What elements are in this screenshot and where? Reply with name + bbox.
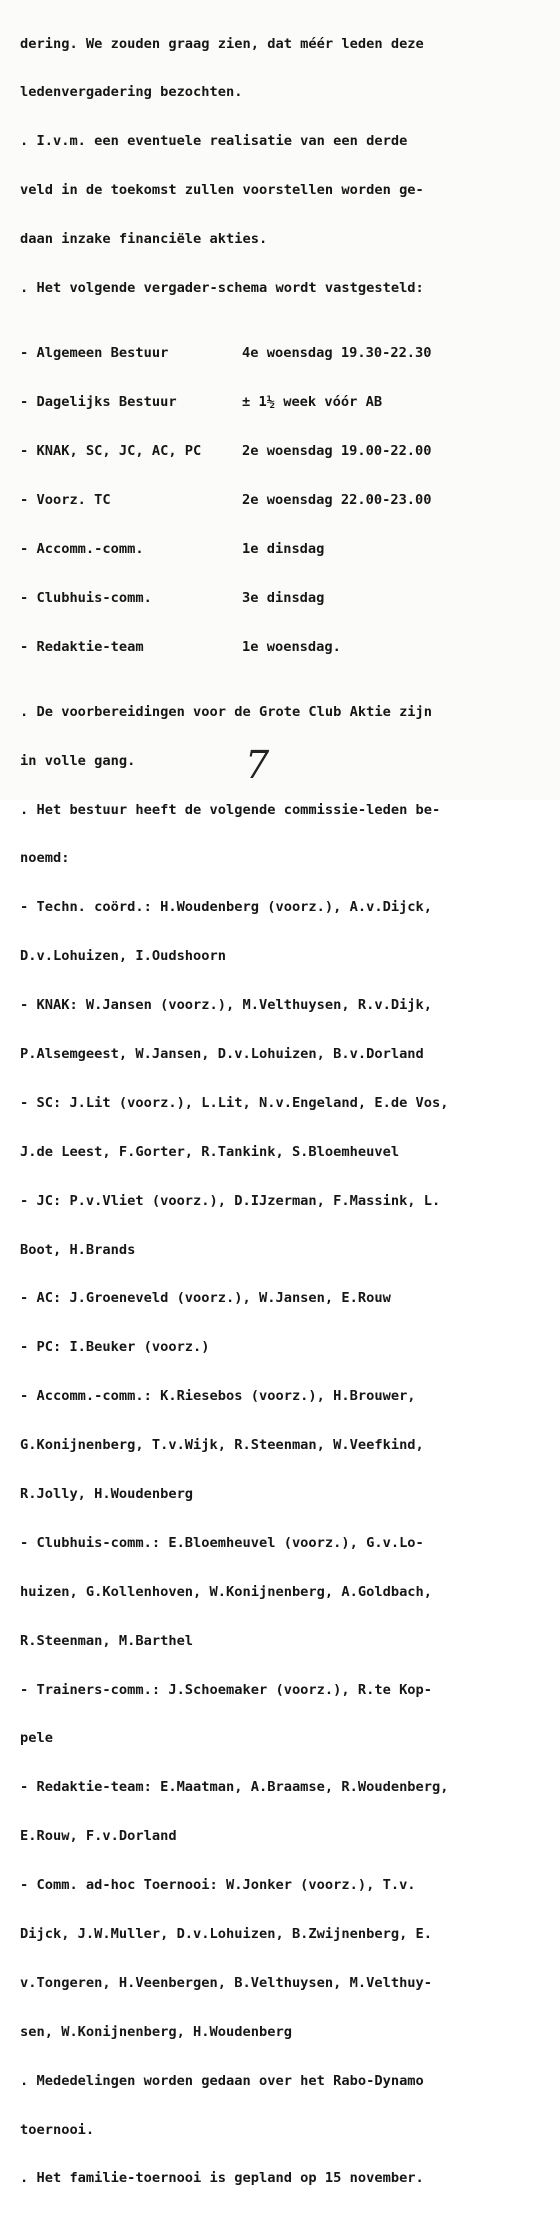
schedule-label: - Clubhuis-comm.	[20, 589, 152, 606]
text-line: R.Jolly, H.Woudenberg	[20, 1486, 194, 1503]
text-line: . I.v.m. een eventuele realisatie van een derde	[20, 133, 408, 150]
text-line: D.v.Lohuizen, I.Oudshoorn	[20, 948, 227, 965]
text-line: noemd:	[20, 850, 70, 867]
text-line: P.Alsemgeest, W.Jansen, D.v.Lohuizen, B.v.Dorland	[20, 1046, 424, 1062]
text-line: - JC: P.v.Vliet (voorz.), D.IJzerman, F.Massink, L.	[20, 1192, 441, 1209]
body-text	[20, 3, 540, 2219]
text-line: - Clubhuis-comm.: E.Bloemheuvel (voorz.), G.v.Lo-	[20, 1534, 424, 1551]
text-line: - AC: J.Groeneveld (voorz.), W.Jansen, E.Rouw	[20, 1290, 391, 1307]
schedule-row	[20, 345, 540, 361]
schedule-value: 2e woensdag 19.00-22.00	[242, 443, 432, 460]
schedule-value: 1e dinsdag	[242, 540, 325, 557]
schedule-label: - KNAK, SC, JC, AC, PC	[20, 443, 202, 460]
text-line: v.Tongeren, H.Veenbergen, B.Velthuysen, M.Velthuy-	[20, 1974, 433, 1991]
page-number: 7	[245, 743, 270, 787]
schedule-value: 4e woensdag 19.30-22.30	[242, 345, 432, 362]
text-line: pele	[20, 1730, 53, 1747]
schedule-label: - Dagelijks Bestuur	[20, 394, 177, 411]
text-line: - KNAK: W.Jansen (voorz.), M.Velthuysen, R.v.Dijk,	[20, 997, 433, 1014]
text-line: J.de Leest, F.Gorter, R.Tankink, S.Bloemheuvel	[20, 1143, 400, 1160]
text-line: - Trainers-comm.: J.Schoemaker (voorz.), R.te Kop-	[20, 1681, 433, 1698]
schedule-row	[20, 443, 540, 459]
schedule-value: ± 1½ week vóór AB	[242, 394, 383, 411]
text-line: ledenvergadering bezochten.	[20, 84, 243, 101]
text-line: - Techn. coörd.: H.Woudenberg (voorz.), A.v.Dijck,	[20, 899, 433, 916]
schedule-label: - Algemeen Bestuur	[20, 345, 169, 362]
schedule-row	[20, 492, 540, 508]
text-line: - Accomm.-comm.: K.Riesebos (voorz.), H.Brouwer,	[20, 1388, 416, 1405]
text-line: huizen, G.Kollenhoven, W.Konijnenberg, A.Goldbach,	[20, 1583, 433, 1600]
schedule-row	[20, 394, 540, 410]
text-line: - Comm. ad-hoc Toernooi: W.Jonker (voorz.), T.v.	[20, 1877, 416, 1894]
text-line: G.Konijnenberg, T.v.Wijk, R.Steenman, W.Veefkind,	[20, 1437, 424, 1454]
schedule-value: 2e woensdag 22.00-23.00	[242, 491, 432, 508]
text-line: veld in de toekomst zullen voorstellen worden ge-	[20, 182, 424, 199]
schedule-value: 1e woensdag.	[242, 638, 341, 655]
schedule-row	[20, 639, 540, 655]
text-line: R.Steenman, M.Barthel	[20, 1632, 194, 1649]
schedule-label: - Voorz. TC	[20, 491, 111, 508]
schedule-row	[20, 590, 540, 606]
schedule-row	[20, 541, 540, 557]
text-line: - Redaktie-team: E.Maatman, A.Braamse, R.Woudenberg,	[20, 1779, 449, 1796]
text-line: - PC: I.Beuker (voorz.)	[20, 1339, 210, 1356]
text-line: Dijck, J.W.Muller, D.v.Lohuizen, B.Zwijnenberg, E.	[20, 1926, 433, 1943]
text-line: sen, W.Konijnenberg, H.Woudenberg	[20, 2023, 292, 2040]
text-line: E.Rouw, F.v.Dorland	[20, 1828, 177, 1845]
text-line: Boot, H.Brands	[20, 1241, 136, 1258]
text-line: toernooi.	[20, 2121, 95, 2138]
text-line: - SC: J.Lit (voorz.), L.Lit, N.v.Engeland, E.de Vos,	[20, 1094, 449, 1111]
text-line: daan inzake financiële akties.	[20, 231, 268, 248]
text-line: . Mededelingen worden gedaan over het Rabo-Dynamo	[20, 2072, 424, 2089]
text-line: . De voorbereidingen voor de Grote Club Aktie zijn	[20, 703, 433, 720]
schedule-label: - Accomm.-comm.	[20, 540, 144, 557]
schedule-value: 3e dinsdag	[242, 589, 325, 606]
text-line: . Het volgende vergader-schema wordt vastgesteld:	[20, 280, 424, 297]
schedule-label: - Redaktie-team	[20, 638, 144, 655]
text-line: . Het bestuur heeft de volgende commissie-leden be-	[20, 801, 441, 818]
text-line: dering. We zouden graag zien, dat méér leden deze	[20, 35, 424, 52]
text-line: . Het familie-toernooi is gepland op 15 november.	[20, 2170, 424, 2187]
text-line: in volle gang.	[20, 752, 136, 769]
